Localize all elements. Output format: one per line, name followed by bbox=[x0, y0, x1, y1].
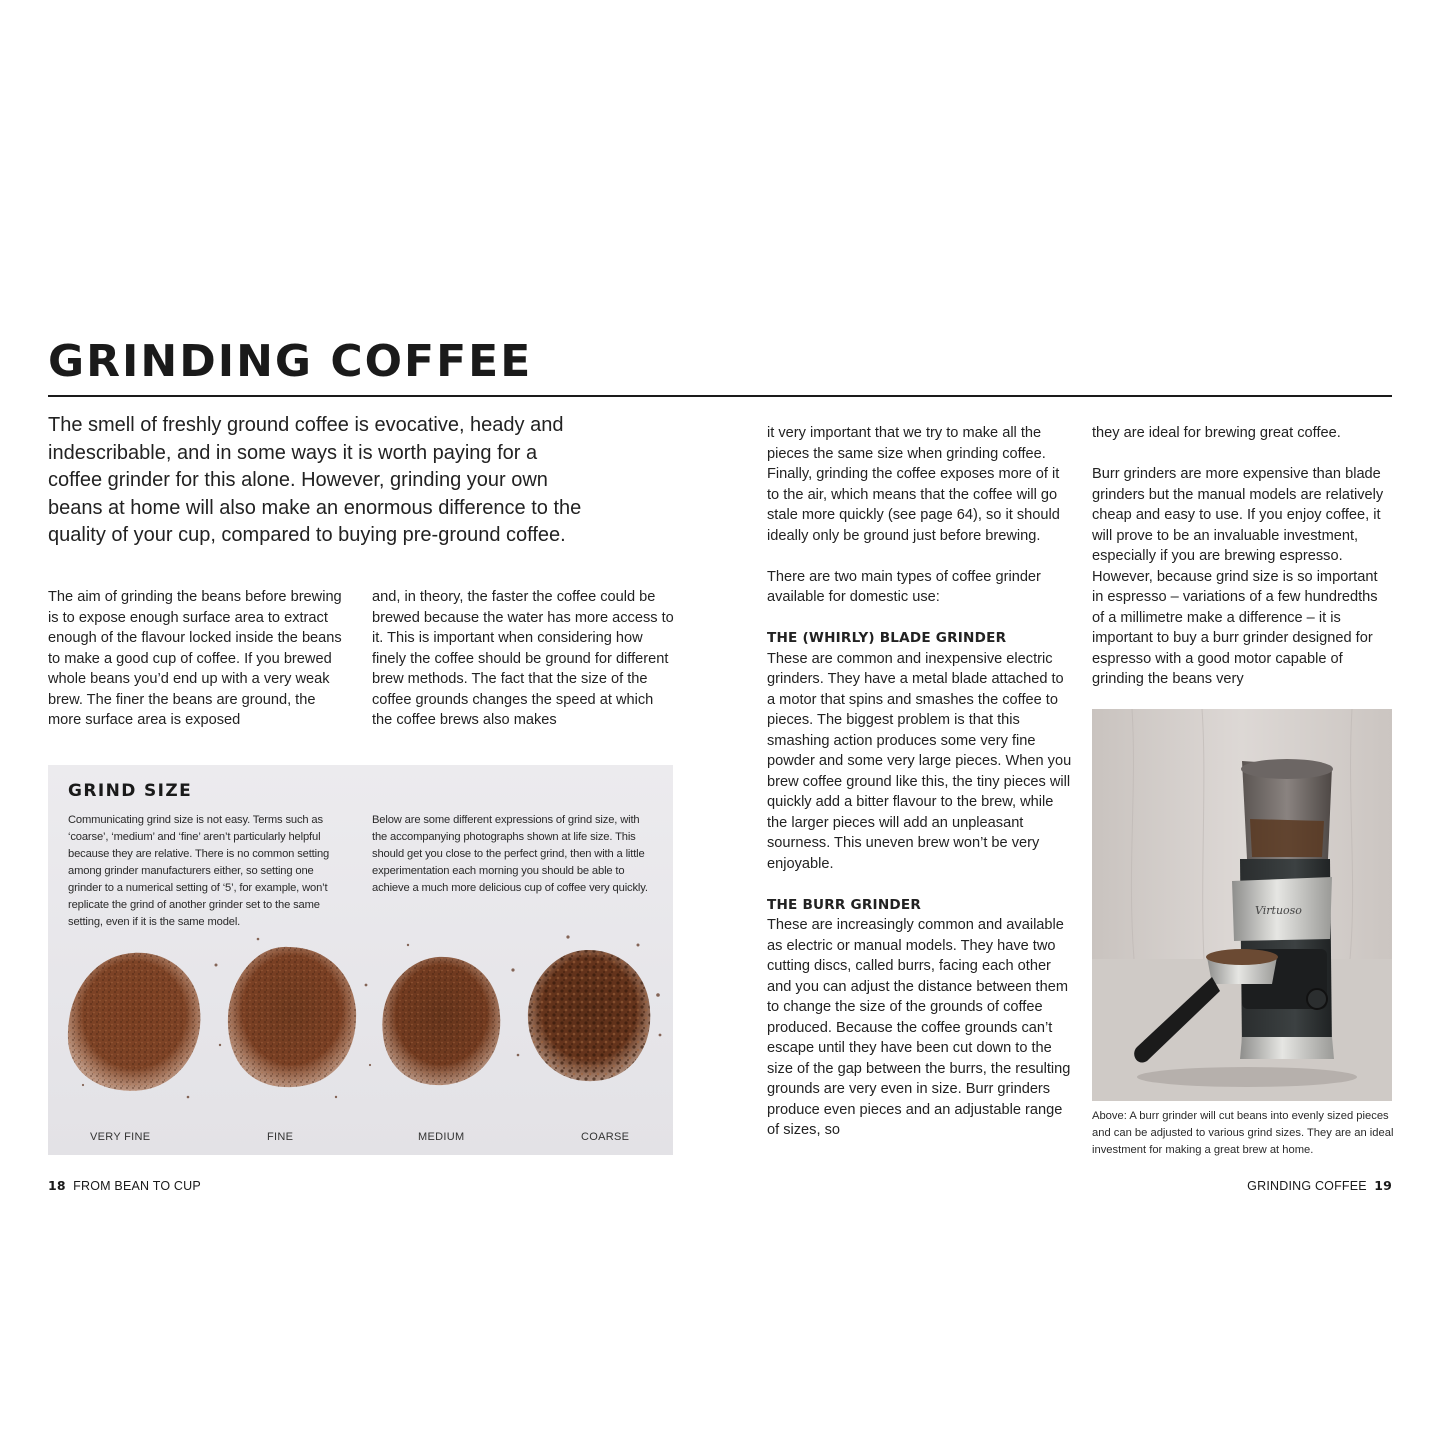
page-number-left: 18 bbox=[48, 1178, 66, 1193]
body-column-4 bbox=[1092, 423, 1392, 690]
grind-piles-illustration bbox=[48, 925, 673, 1125]
burr-grinder-heading: THE BURR GRINDER bbox=[767, 896, 922, 913]
col2-text: and, in theory, the faster the coffee could be brewed because the water has more access to it. This is important when considering how finely the coffee should be ground for different brew methods. The fact that the size of the coffee grounds changes the speed at which the coffee brews also makes bbox=[372, 589, 674, 728]
burr-grinder-photo bbox=[1092, 709, 1392, 1101]
col3-text-1: it very important that we try to make all the pieces the same size when grinding coffee. Finally, grinding the coffee exposes more of it to the air, which means that the coffee will go stale more quickly (see page 64), so it should ideally only be ground just before brewing. bbox=[767, 425, 1060, 544]
intro-paragraph: The smell of freshly ground coffee is evocative, heady and indescribable, and in some ways it is worth paying for a coffee grinder for this alone. However, grinding your own beans at home will also make an enormous difference to the quality of your cup, compared to buying pre-ground coffee. bbox=[48, 414, 582, 546]
grind-label-very-fine: VERY FINE bbox=[90, 1131, 151, 1143]
burr-grinder-text: These are increasingly common and available as electric or manual models. They have two cutting discs, called burrs, facing each other and you can adjust the distance between them to change the size of the grounds of coffee produced. Because the coffee grounds can’t escape until they have been cut down to the size of the gap between the burrs, the resulting grounds are very even in size. Burr grinders produce even pieces and an adjustable range of sizes, so bbox=[767, 917, 1071, 1138]
very-fine-pile bbox=[68, 953, 201, 1091]
coarse-pile bbox=[528, 950, 650, 1081]
blade-grinder-heading: THE (WHIRLY) BLADE GRINDER bbox=[767, 630, 1007, 646]
page-number-right: 19 bbox=[1374, 1178, 1392, 1193]
footer-right-text: GRINDING COFFEE bbox=[1247, 1179, 1367, 1193]
grind-label-coarse: COARSE bbox=[581, 1131, 630, 1143]
grind-size-title: GRIND SIZE bbox=[68, 781, 193, 801]
title-rule bbox=[48, 395, 1392, 397]
page-title: GRINDING COFFEE bbox=[48, 336, 533, 387]
grind-size-panel bbox=[48, 765, 673, 1155]
grind-size-left-text: Communicating grind size is not easy. Terms such as ‘coarse’, ‘medium’ and ‘fine’ aren’t particularly helpful because they are relative. There is no common setting among grinder manufacturers either, so setting one grinder to a numerical setting of ‘5’, for example, won’t replicate the grind of another grinder set to the same setting, even if it is the same model. bbox=[68, 814, 330, 928]
grind-label-fine: FINE bbox=[267, 1131, 294, 1143]
col3-text-2: There are two main types of coffee grinder available for domestic use: bbox=[767, 568, 1041, 605]
fine-pile bbox=[228, 947, 356, 1087]
photo-caption: Above: A burr grinder will cut beans into evenly sized pieces and can be adjusted to various grind sizes. They are an ideal investment for making a great brew at home. bbox=[1092, 1110, 1394, 1156]
blade-grinder-text: These are common and inexpensive electric grinders. They have a metal blade attached to a motor that spins and smashes the coffee to pieces. The biggest problem is that this smashing action produces some very fine powder and some very large pieces. When you brew coffee ground like this, the tiny pieces will quickly add a bitter flavour to the brew, while the larger pieces will add an unpleasant sourness. This uneven brew won’t be very enjoyable. bbox=[767, 650, 1072, 872]
col4-text-1: they are ideal for brewing great coffee. bbox=[1092, 425, 1341, 441]
medium-pile bbox=[382, 957, 500, 1085]
body-column-3 bbox=[767, 423, 1072, 1141]
footer-left bbox=[48, 1178, 201, 1193]
svg-text:Virtuoso: Virtuoso bbox=[1255, 904, 1302, 917]
col4-text-2: Burr grinders are more expensive than blade grinders but the manual models are relatively cheap and easy to use. If you enjoy coffee, it will prove to be an invaluable investment, especially if you are brewing espresso. However, because grind size is so important in espresso – variations of a few hundredths of a millimetre make a difference – it is important to buy a burr grinder designed for espresso with a good motor capable of grinding the beans very bbox=[1092, 466, 1384, 687]
col1-text: The aim of grinding the beans before brewing is to expose enough surface area to extract enough of the flavour locked inside the beans to make a good cup of coffee. If you brewed whole beans you’d end up with a very weak brew. The finer the beans are ground, the more surface area is exposed bbox=[48, 589, 342, 728]
grind-size-right-text: Below are some different expressions of grind size, with the accompanying photographs shown at life size. This should get you close to the perfect grind, then with a little experimentation each morning you should be able to achieve a much more delicious cup of coffee very quickly. bbox=[372, 814, 648, 894]
footer-right bbox=[1247, 1178, 1392, 1193]
grind-label-medium: MEDIUM bbox=[418, 1131, 465, 1143]
body-column-2 bbox=[372, 587, 676, 731]
footer-left-text: FROM BEAN TO CUP bbox=[73, 1179, 201, 1193]
body-column-1 bbox=[48, 587, 352, 731]
